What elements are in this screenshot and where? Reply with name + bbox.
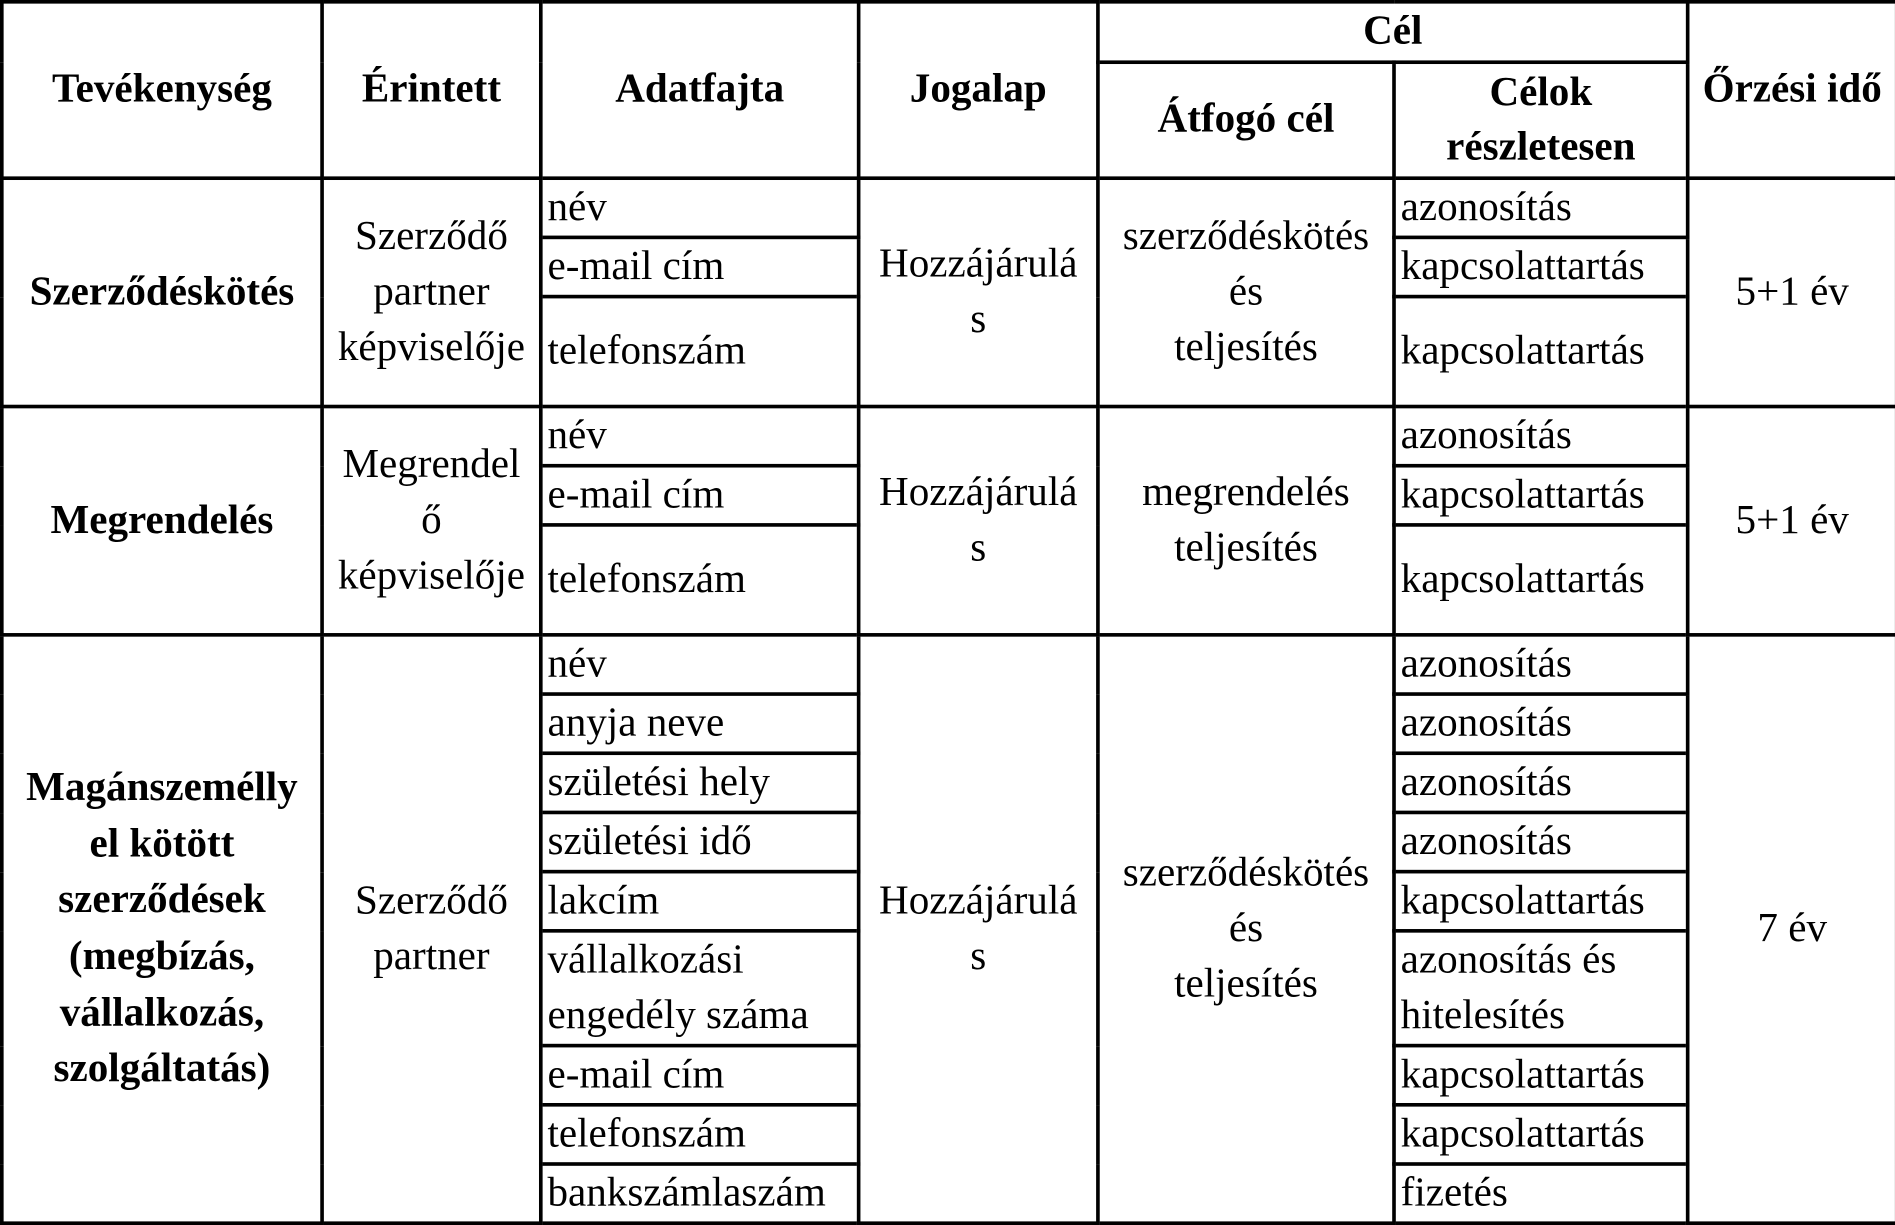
- detailed-purpose-cell: [1394, 872, 1688, 931]
- detailed-purpose-cell: [1394, 1105, 1688, 1164]
- data-type-line: név: [547, 641, 607, 687]
- detailed-purpose-cell: [1394, 237, 1688, 296]
- overall-purpose-line: teljesítés: [1174, 324, 1318, 370]
- legal-basis-cell: [859, 635, 1098, 1223]
- detailed-purpose-line: hitelesítés: [1400, 993, 1565, 1038]
- data-type-cell: [541, 525, 859, 635]
- legal-basis-line: s: [970, 525, 987, 571]
- data-type-line: születési hely: [547, 759, 770, 805]
- retention-cell: 7 év: [1688, 635, 1895, 1223]
- detailed-purpose-cell: [1394, 466, 1688, 525]
- activity-cell: [2, 635, 322, 1223]
- table-row: [2, 407, 1895, 466]
- data-type-line: bankszámlaszám: [547, 1170, 826, 1216]
- overall-purpose-cell: [1098, 178, 1394, 406]
- data-type-cell: [541, 1046, 859, 1105]
- activity-line: szolgáltatás): [53, 1046, 271, 1092]
- subject-line: partner: [373, 269, 490, 315]
- legal-basis-cell: [859, 407, 1098, 635]
- legal-basis-line: Hozzájárulá: [879, 241, 1078, 287]
- data-type-line: e-mail cím: [547, 472, 725, 518]
- detailed-purpose-line: azonosítás: [1400, 641, 1572, 687]
- activity-line: (megbízás,: [68, 933, 255, 979]
- subject-line: Szerződő: [354, 878, 508, 924]
- header-overall-purpose: Átfogó cél: [1098, 62, 1394, 178]
- data-type-line: születési idő: [547, 819, 752, 864]
- detailed-purpose-cell: [1394, 931, 1688, 1046]
- data-type-cell: [541, 812, 859, 871]
- subject-cell: [322, 635, 541, 1223]
- activity-cell: [2, 407, 322, 635]
- detailed-purpose-cell: [1394, 297, 1688, 407]
- detailed-purpose-line: azonosítás: [1400, 819, 1572, 864]
- header-legal-basis: Jogalap: [859, 2, 1098, 178]
- detailed-purpose-line: kapcsolattartás: [1400, 328, 1645, 374]
- data-type-line: anyja neve: [547, 700, 725, 746]
- legal-basis-cell: [859, 178, 1098, 406]
- activity-line: Megrendelés: [50, 497, 274, 543]
- overall-purpose-line: szerződéskötés: [1122, 214, 1370, 259]
- data-type-cell: [541, 872, 859, 931]
- data-type-line: név: [547, 184, 607, 230]
- detailed-purpose-line: kapcsolattartás: [1400, 1111, 1645, 1157]
- detailed-purpose-line: fizetés: [1400, 1170, 1508, 1216]
- detailed-purpose-line: azonosítás: [1400, 413, 1572, 458]
- data-type-line: telefonszám: [547, 1111, 746, 1157]
- detailed-purpose-cell: [1394, 694, 1688, 753]
- legal-basis-line: s: [970, 933, 987, 979]
- activity-line: vállalkozás,: [59, 990, 265, 1035]
- table-body: [2, 178, 1895, 1223]
- detailed-purpose-line: azonosítás: [1400, 759, 1572, 805]
- detailed-purpose-line: kapcsolattartás: [1400, 878, 1645, 924]
- overall-purpose-line: és: [1228, 269, 1264, 315]
- data-type-cell: [541, 694, 859, 753]
- detailed-purpose-cell: [1394, 812, 1688, 871]
- subject-line: partner: [373, 933, 490, 979]
- data-type-line: telefonszám: [547, 328, 746, 374]
- data-type-cell: [541, 931, 859, 1046]
- detailed-purpose-line: kapcsolattartás: [1400, 472, 1645, 518]
- detailed-purpose-line: azonosítás: [1400, 700, 1572, 746]
- overall-purpose-line: szerződéskötés: [1122, 850, 1370, 896]
- header-detailed-purpose-line: részletesen: [1446, 123, 1636, 169]
- header-detailed-purpose: [1394, 62, 1688, 178]
- retention-cell: 5+1 év: [1688, 407, 1895, 635]
- overall-purpose-cell: [1098, 407, 1394, 635]
- data-type-cell: [541, 635, 859, 694]
- data-type-cell: [541, 407, 859, 466]
- overall-purpose-cell: [1098, 635, 1394, 1223]
- retention-cell: 5+1 év: [1688, 178, 1895, 406]
- data-type-cell: [541, 1164, 859, 1223]
- activity-line: Szerződéskötés: [29, 269, 295, 314]
- data-type-line: telefonszám: [547, 556, 746, 602]
- legal-basis-line: s: [970, 297, 987, 342]
- data-type-cell: [541, 178, 859, 237]
- table-row: [2, 178, 1895, 237]
- data-type-line: e-mail cím: [547, 244, 725, 289]
- header-purpose: Cél: [1098, 2, 1688, 62]
- header-retention: Őrzési idő: [1688, 2, 1895, 178]
- subject-line: képviselője: [337, 324, 525, 370]
- header-detailed-purpose-line: Célok: [1489, 70, 1593, 116]
- data-type-line: e-mail cím: [547, 1052, 725, 1098]
- detailed-purpose-line: kapcsolattartás: [1400, 244, 1645, 289]
- table-row: [2, 635, 1895, 694]
- subject-line: Szerződő: [354, 214, 508, 259]
- data-type-line: vállalkozási: [547, 937, 744, 983]
- detailed-purpose-line: kapcsolattartás: [1400, 1052, 1645, 1098]
- data-type-cell: [541, 466, 859, 525]
- data-type-line: lakcím: [547, 878, 660, 924]
- header-activity: Tevékenység: [2, 2, 322, 178]
- data-type-cell: [541, 297, 859, 407]
- detailed-purpose-cell: [1394, 1164, 1688, 1223]
- detailed-purpose-line: kapcsolattartás: [1400, 556, 1645, 602]
- subject-cell: [322, 178, 541, 406]
- overall-purpose-line: teljesítés: [1174, 961, 1318, 1007]
- header-data-type: Adatfajta: [541, 2, 859, 178]
- detailed-purpose-cell: [1394, 1046, 1688, 1105]
- activity-cell: [2, 178, 322, 406]
- data-type-line: név: [547, 413, 607, 458]
- activity-line: el kötött: [89, 821, 235, 867]
- overall-purpose-line: teljesítés: [1174, 525, 1318, 571]
- activity-line: Magánszemélly: [26, 765, 298, 810]
- detailed-purpose-line: azonosítás és: [1400, 937, 1617, 983]
- subject-line: ő: [421, 497, 442, 543]
- legal-basis-line: Hozzájárulá: [879, 878, 1078, 924]
- subject-cell: [322, 407, 541, 635]
- data-type-cell: [541, 237, 859, 296]
- overall-purpose-line: megrendelés: [1142, 470, 1350, 515]
- data-type-cell: [541, 1105, 859, 1164]
- detailed-purpose-cell: [1394, 178, 1688, 237]
- data-type-cell: [541, 753, 859, 812]
- activity-line: szerződések: [58, 877, 266, 923]
- data-type-line: engedély száma: [547, 993, 809, 1038]
- legal-basis-line: Hozzájárulá: [879, 470, 1078, 515]
- detailed-purpose-cell: [1394, 753, 1688, 812]
- detailed-purpose-cell: [1394, 407, 1688, 466]
- subject-line: képviselője: [337, 553, 525, 598]
- subject-line: Megrendel: [342, 442, 521, 488]
- overall-purpose-line: és: [1228, 906, 1264, 951]
- header-subject: Érintett: [322, 2, 541, 178]
- detailed-purpose-cell: [1394, 525, 1688, 635]
- detailed-purpose-line: azonosítás: [1400, 184, 1572, 230]
- detailed-purpose-cell: [1394, 635, 1688, 694]
